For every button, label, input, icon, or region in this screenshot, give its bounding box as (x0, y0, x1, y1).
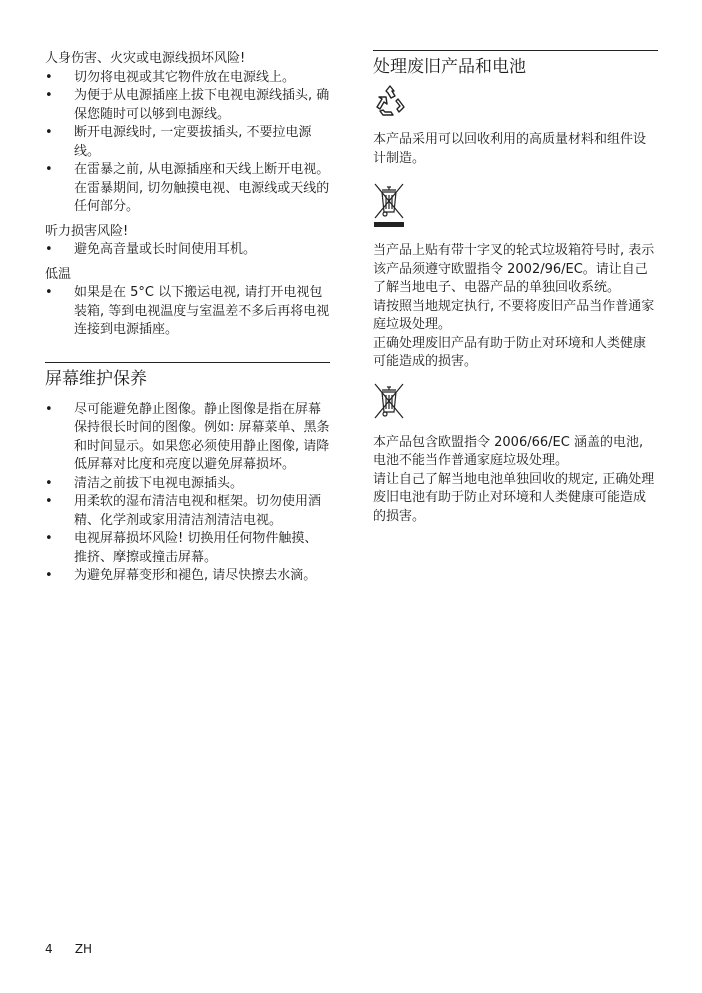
list-item: • 用柔软的湿布清洁电视和框架。切勿使用酒精、化学剂或家用清洁剂清洁电视。 (45, 493, 330, 530)
page-footer (45, 940, 92, 959)
list-item: • 清洁之前拔下电视电源插头。 (45, 475, 330, 494)
screen-care-title: 屏幕维护保养 (45, 362, 330, 391)
right-column (373, 50, 658, 526)
weee-text-3: 正确处理废旧产品有助于防止对环境和人类健康可能造成的损害。 (373, 335, 647, 369)
disposal-title: 处理废旧产品和电池 (373, 50, 658, 79)
electric-risk-list (45, 69, 330, 217)
list-item: • 尽可能避免静止图像。静止图像是指在屏幕保持很长时间的图像。例如: 屏幕菜单、黑条和时间显示。如果您必须使用静止图像, 请降低屏幕对比度和亮度以避免屏幕损坏。 (45, 401, 330, 475)
hearing-risk-heading: 听力损害风险! (45, 223, 129, 239)
list-item: • 为避免屏幕变形和褪色, 请尽快擦去水滴。 (45, 567, 330, 586)
weee-text-1: 当产品上贴有带十字叉的轮式垃圾箱符号时, 表示该产品须遵守欧盟指令 2002/96/EC。请让自己了解当地电子、电器产品的单独回收系统。 (373, 243, 655, 295)
list-item: • 避免高音量或长时间使用耳机。 (45, 241, 330, 260)
hearing-risk-list (45, 241, 330, 260)
battery-bin-icon (373, 382, 405, 420)
list-item: • 如果是在 5°C 以下搬运电视, 请打开电视包装箱, 等到电视温度与室温差不多后再将电视连接到电源插座。 (45, 284, 330, 340)
list-item: • 断开电源线时, 一定要拔插头, 不要拉电源线。 (45, 124, 330, 161)
left-column (45, 50, 330, 586)
weee-bin-icon (373, 182, 405, 228)
weee-text-2: 请按照当地规定执行, 不要将废旧产品当作普通家庭垃圾处理。 (373, 298, 655, 332)
recycle-icon (373, 85, 407, 117)
electric-risk-heading: 人身伤害、火灾或电源线损坏风险! (45, 51, 246, 66)
screen-care-list (45, 401, 330, 586)
recycle-text: 本产品采用可以回收利用的高质量材料和组件设计制造。 (373, 132, 647, 166)
low-temp-heading: 低温 (45, 266, 72, 282)
list-item: • 电视屏幕损坏风险! 切换用任何物件触摸、推挤、摩擦或撞击屏幕。 (45, 530, 330, 567)
language-code: ZH (74, 942, 93, 956)
list-item: • 为便于从电源插座上拔下电视电源线插头, 确保您随时可以够到电源线。 (45, 87, 330, 124)
list-item: • 在雷暴之前, 从电源插座和天线上断开电视。在雷暴期间, 切勿触摸电视、电源线或天线的任何部分。 (45, 161, 330, 217)
battery-text-2: 请让自己了解当地电池单独回收的规定, 正确处理废旧电池有助于防止对环境和人类健康可能造成的损害。 (373, 471, 655, 524)
page-number: 4 (45, 942, 53, 956)
battery-text-1: 本产品包含欧盟指令 2006/66/EC 涵盖的电池, 电池不能当作普通家庭垃圾处理。 (373, 434, 644, 468)
low-temp-list (45, 284, 330, 340)
list-item: • 切勿将电视或其它物件放在电源线上。 (45, 69, 330, 88)
